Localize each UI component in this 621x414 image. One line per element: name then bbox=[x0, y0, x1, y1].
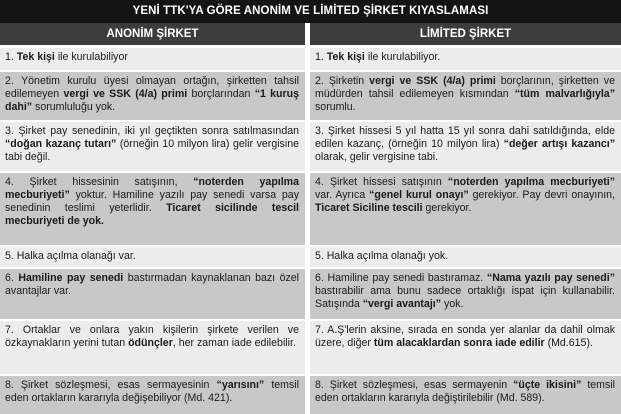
header-anonim: ANONİM ŞİRKET bbox=[0, 23, 305, 45]
row-7-anonim bbox=[0, 321, 305, 374]
row-3-anonim bbox=[0, 122, 305, 171]
row-5-limited bbox=[310, 247, 621, 267]
emphasis-text: “doğan kazanç tutarı” bbox=[5, 138, 117, 150]
cell-text: 2. Yönetim kurulu üyesi olmayan ortağın, şirketten tahsil edilemeyen bbox=[5, 75, 299, 100]
cell-text: , her zaman iade edilebilir. bbox=[172, 337, 296, 349]
emphasis-text: “noterden yapılma mecburiyeti” bbox=[5, 176, 299, 201]
emphasis-text: “değer artışı kazancı” bbox=[503, 138, 615, 150]
cell-text: yoktur. Hamiline yazılı pay senedi varsa pay senedinin teslimi yeterlidir. bbox=[5, 189, 299, 214]
cell-text: temsil eden ortakların kararıyla değiştirilebilir (Md. 589). bbox=[315, 379, 616, 404]
cell-text: 1. bbox=[315, 51, 327, 63]
emphasis-text: vergi ve SSK (4/a) primi bbox=[369, 75, 496, 87]
emphasis-text: “noterden yapılma mecburiyeti” bbox=[447, 176, 615, 188]
table-title: YENİ TTK'YA GÖRE ANONİM VE LİMİTED ŞİRKET KIYASLAMASI bbox=[0, 0, 621, 23]
emphasis-text: “genel kurul onayı” bbox=[369, 189, 469, 201]
cell-text: borçlarından bbox=[187, 88, 255, 100]
cell-text: bastırabilir ama bunu sadece ortaklığı ispat için kullanabilir. Satışında bbox=[315, 285, 615, 310]
emphasis-text: ödünçler bbox=[128, 337, 173, 349]
cell-text: 5. Halka açılma olanağı var. bbox=[5, 250, 136, 262]
emphasis-text: “1 kuruş dahi” bbox=[5, 88, 300, 113]
cell-text: ile kurulabiliyor bbox=[54, 51, 128, 63]
cell-text: 8. Şirket sözleşmesi, esas sermayenin bbox=[315, 379, 514, 391]
cell-text: borçlarının, şirketten ve müdürden tahsil edilemeyen kısmından bbox=[315, 75, 615, 100]
cell-text: 6. Hamiline pay senedi bastıramaz. bbox=[315, 272, 487, 284]
row-8-anonim bbox=[0, 376, 305, 414]
cell-text: 1. bbox=[5, 51, 17, 63]
cell-text: gerekiyor. Pay devri onayının, bbox=[468, 189, 615, 201]
row-8-limited bbox=[310, 376, 621, 414]
cell-text: var. Ayrıca bbox=[315, 189, 370, 201]
cell-text: 6. bbox=[5, 272, 19, 284]
emphasis-text: vergi ve SSK (4/a) primi bbox=[63, 88, 188, 100]
cell-text: olarak, gelir vergisine tabi. bbox=[315, 151, 439, 163]
emphasis-text: Hamiline pay senedi bbox=[18, 272, 124, 284]
emphasis-text: Ticaret Siciline tescili bbox=[315, 202, 423, 214]
row-4-anonim bbox=[0, 173, 305, 245]
cell-text: 4. Şirket hissesinin satışının, bbox=[5, 176, 194, 188]
emphasis-text: tüm alacaklardan sonra iade edilir bbox=[373, 337, 545, 349]
cell-text: 7. A.Ş'lerin aksine, sırada en sonda yer alanlar da dahil olmak üzere, diğer bbox=[315, 324, 615, 349]
cell-text: 3. Şirket pay senedinin, iki yıl geçtikten sonra satılmasından bbox=[5, 125, 299, 137]
cell-text: 7. Ortaklar ve onlara yakın kişilerin şirkete verilen ve özkaynakların yerini tutan bbox=[5, 324, 299, 349]
cell-text: (Md.615). bbox=[544, 337, 593, 349]
cell-text: 5. Halka açılma olanağı yok. bbox=[315, 250, 449, 262]
emphasis-text: “vergi avantajı” bbox=[362, 298, 442, 310]
cell-text: gerekiyor. bbox=[422, 202, 472, 214]
emphasis-text: Tek kişi bbox=[16, 51, 55, 63]
header-limited: LİMİTED ŞİRKET bbox=[310, 23, 621, 45]
cell-text: ile kurulabiliyor. bbox=[364, 51, 441, 63]
row-6-limited bbox=[310, 269, 621, 319]
emphasis-text: Ticaret sicilinde tescil mecburiyeti de yok. bbox=[5, 202, 300, 227]
row-1-anonim bbox=[0, 48, 305, 70]
cell-text: 2. Şirketin bbox=[315, 75, 370, 87]
cell-text: temsil eden ortakların kararıyla değişebiliyor (Md. 421). bbox=[5, 379, 299, 404]
cell-text: yok. bbox=[441, 298, 464, 310]
cell-text: 3. Şirket hissesi 5 yıl hatta 15 yıl sonra dahi satıldığında, elde edilen kazanç, (örneğin 10 milyon lira) bbox=[315, 125, 615, 150]
row-1-limited bbox=[310, 48, 621, 70]
cell-text: sorumlu. bbox=[315, 101, 356, 113]
row-7-limited bbox=[310, 321, 621, 374]
emphasis-text: Tek kişi bbox=[326, 51, 365, 63]
cell-text: bastırmadan kaynaklanan bazı özel avantajlar var. bbox=[5, 272, 300, 297]
row-4-limited bbox=[310, 173, 621, 245]
row-3-limited bbox=[310, 122, 621, 171]
cell-text: 4. Şirket hissesi satışının bbox=[315, 176, 448, 188]
row-2-limited bbox=[310, 72, 621, 120]
emphasis-text: “yarısını” bbox=[216, 379, 265, 391]
emphasis-text: “Nama yazılı pay senedi” bbox=[486, 272, 615, 284]
emphasis-text: “tüm malvarlığıyla” bbox=[514, 88, 615, 100]
row-5-anonim bbox=[0, 247, 305, 267]
row-6-anonim bbox=[0, 269, 305, 319]
cell-text: sorumluluğu yok. bbox=[32, 101, 116, 113]
cell-text: (örneğin 10 milyon lira) gelir vergisine tabi değil. bbox=[5, 138, 299, 163]
row-2-anonim bbox=[0, 72, 305, 120]
cell-text: 8. Şirket sözleşmesi, esas sermayesinin bbox=[5, 379, 217, 391]
emphasis-text: “üçte ikisini” bbox=[513, 379, 582, 391]
